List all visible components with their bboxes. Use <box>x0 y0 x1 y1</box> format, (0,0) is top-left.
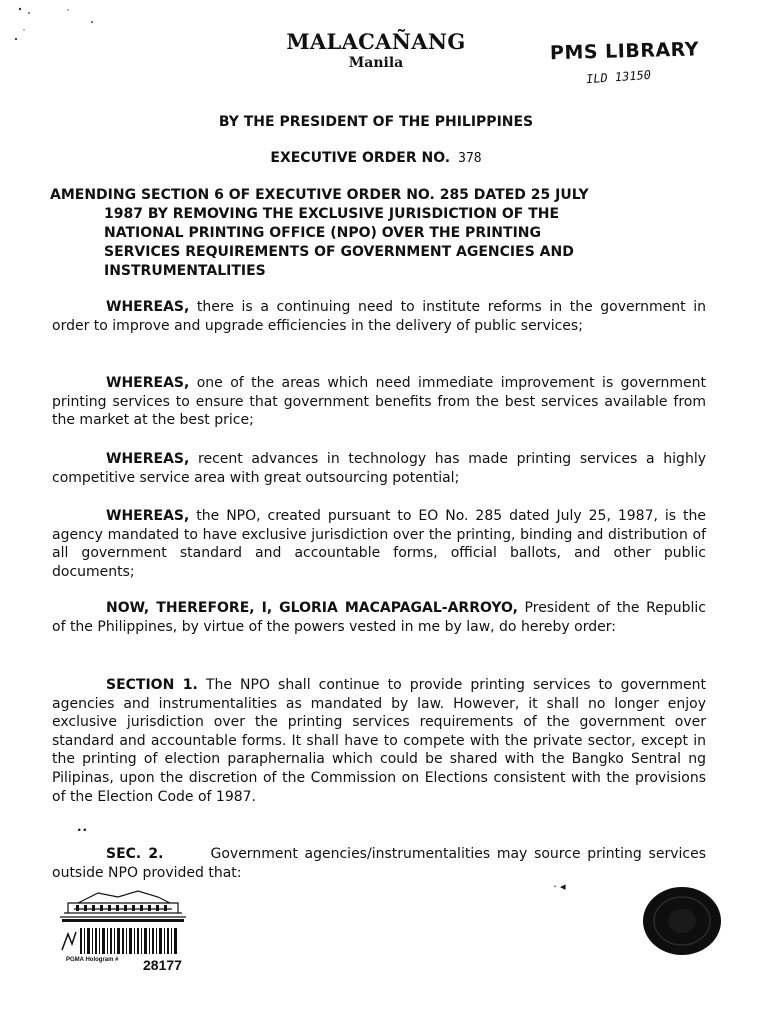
section-2 <box>52 845 711 882</box>
title-line: AMENDING SECTION 6 OF EXECUTIVE ORDER NO. 285 DATED 25 JULY <box>50 187 589 203</box>
title-line: SERVICES REQUIREMENTS OF GOVERNMENT AGENCIES AND <box>104 244 574 260</box>
title-line: 1987 BY REMOVING THE EXCLUSIVE JURISDICTION OF THE <box>104 206 560 222</box>
palace-name: MALACAÑANG <box>286 29 466 54</box>
section-lead: SECTION 1. <box>106 677 198 693</box>
hologram-number: 28177 <box>143 957 182 973</box>
section-lead: SEC. 2. <box>106 846 164 862</box>
clause-text: President of the Republic of the Philippines, by virtue of the powers vested in me by law, do hereby order: <box>52 600 706 635</box>
handwritten-note: ILD 13150 <box>585 67 652 87</box>
order-heading <box>0 150 752 166</box>
section-text: Government agencies/instrumentalities may source printing services outside NPO provided that: <box>52 846 711 881</box>
clause-text: one of the areas which need immediate improvement is government printing services to ensure that government benefits from the best services available from the market at the best price; <box>52 375 706 429</box>
whereas-clause-3 <box>52 450 706 487</box>
palace-hologram-icon <box>58 887 188 923</box>
clause-lead: NOW, THEREFORE, I, GLORIA MACAPAGAL-ARROYO, <box>106 600 518 616</box>
whereas-clause-2 <box>52 374 706 430</box>
whereas-clause-1 <box>52 298 706 335</box>
clause-text: recent advances in technology has made printing services a highly competitive service area with great outsourcing potential; <box>52 451 706 486</box>
city-name: Manila <box>348 55 404 71</box>
issuer-heading: BY THE PRESIDENT OF THE PHILIPPINES <box>218 114 534 130</box>
clause-lead: WHEREAS, <box>106 375 190 391</box>
section-text: The NPO shall continue to provide printing services to government agencies and instrumentalities as mandated by law. However, it shall no longer enjoy exclusive jurisdiction over the printing services requirements of the government over standard and accountable forms. It shall have to compete with the private sector, except in the printing of election paraphernalia which could be shared with the Bangko Sentral ng Pilipinas, upon the discretion of the Commission on Elections consistent with the provisions of the Election Code of 1987. <box>52 677 706 805</box>
title-line: NATIONAL PRINTING OFFICE (NPO) OVER THE PRINTING <box>104 225 541 241</box>
now-therefore-clause <box>52 599 706 636</box>
section-1 <box>52 676 706 806</box>
barcode-icon <box>58 926 182 956</box>
hologram-label: PGMA Hologram # <box>66 957 119 963</box>
library-stamp: PMS LIBRARY <box>549 38 700 65</box>
clause-text: there is a continuing need to institute reforms in the government in order to improve and upgrade efficiencies in the delivery of public services; <box>52 299 706 334</box>
order-label: EXECUTIVE ORDER NO. <box>270 150 451 166</box>
clause-lead: WHEREAS, <box>106 299 190 315</box>
order-title <box>50 186 702 281</box>
scan-marks: · ◂ <box>553 880 566 893</box>
scan-marks: ·· <box>77 823 89 837</box>
dry-seal-icon <box>640 883 726 957</box>
order-number: 378 <box>458 151 482 166</box>
clause-lead: WHEREAS, <box>106 508 190 524</box>
clause-text: the NPO, created pursuant to EO No. 285 dated July 25, 1987, is the agency mandated to have exclusive jurisdiction over the printing, binding and distribution of all government standard and accountable forms, official ballots, and other public documents; <box>52 508 706 580</box>
whereas-clause-4 <box>52 507 706 581</box>
clause-lead: WHEREAS, <box>106 451 190 467</box>
title-line: INSTRUMENTALITIES <box>104 263 266 279</box>
